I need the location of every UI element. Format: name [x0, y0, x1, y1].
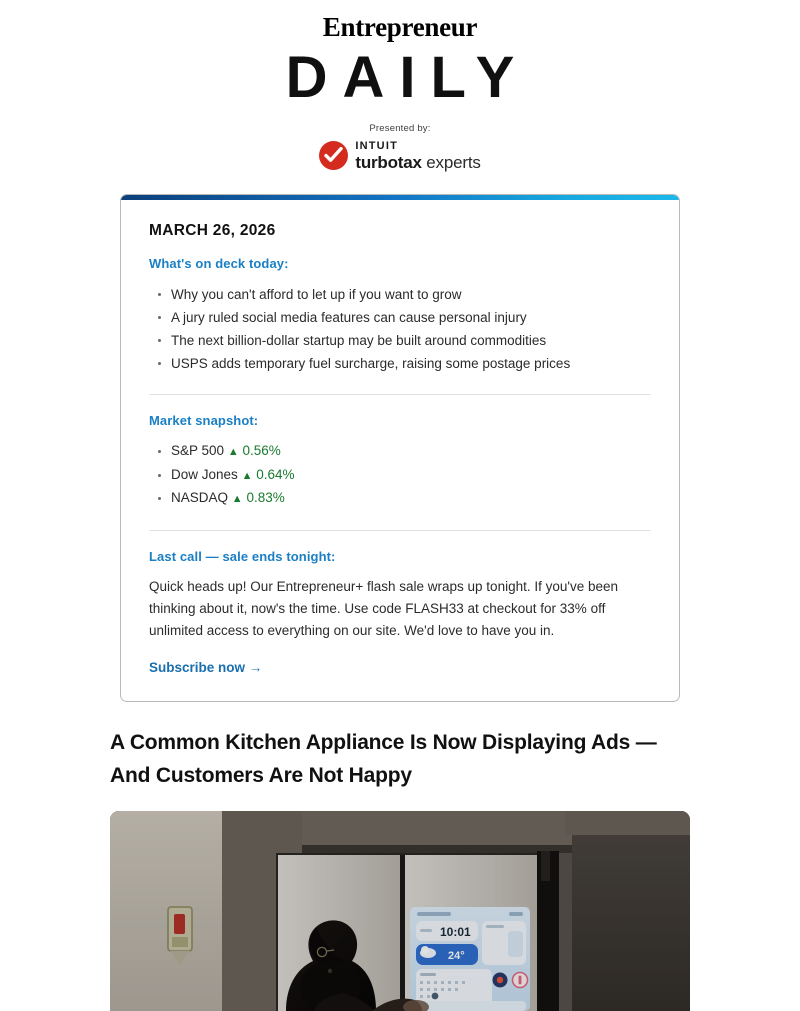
list-item[interactable]: A jury ruled social media features can cause personal injury [149, 306, 651, 329]
sponsor-product-label [355, 154, 480, 171]
promo-heading: Last call — sale ends tonight: [149, 548, 336, 564]
sponsor-wordmark [355, 141, 480, 171]
svg-text:10:01: 10:01 [440, 924, 471, 939]
market-change: 0.83% [246, 490, 285, 506]
presented-by-label: Presented by: [369, 122, 431, 134]
sponsor-experts-label: experts [421, 152, 481, 172]
check-circle-icon [319, 141, 348, 170]
sponsor-block [0, 123, 800, 176]
market-list [149, 440, 651, 511]
arrow-up-icon: ▲ [231, 493, 243, 506]
market-change: 0.56% [242, 443, 281, 459]
smart-fridge-photo [110, 811, 690, 1011]
market-row [149, 487, 651, 511]
promo-body: Quick heads up! Our Entrepreneur+ flash sale wraps up tonight. If you've been thinking about it, now's the time. Use code FLASH33 at checkout for 33% off unlimited access to everything on our site. We'd love to have you in. [149, 578, 618, 638]
article-headline[interactable]: A Common Kitchen Appliance Is Now Displaying Ads — And Customers Are Not Happy [110, 730, 657, 787]
market-heading: Market snapshot: [149, 413, 259, 429]
subscribe-link[interactable]: Subscribe now → [149, 659, 263, 675]
divider [149, 530, 651, 531]
article-image[interactable] [110, 811, 690, 1011]
list-item[interactable]: Why you can't afford to let up if you want to grow [149, 283, 651, 306]
market-index-name: S&P 500 [171, 443, 225, 459]
svg-text:24°: 24° [448, 949, 465, 962]
issue-date: MARCH 26, 2026 [149, 222, 276, 240]
featured-article [110, 726, 690, 1011]
brand-kicker: DAILY [285, 45, 530, 110]
divider [149, 394, 651, 395]
arrow-up-icon: ▲ [241, 469, 253, 482]
sponsor-intuit-label: INTUIT [355, 139, 398, 152]
arrow-up-icon: ▲ [227, 446, 239, 459]
list-item[interactable]: The next billion-dollar startup may be built around commodities [149, 329, 651, 352]
market-row [149, 440, 651, 464]
brand-wordmark: Entrepreneur [322, 12, 478, 42]
market-index-name: NASDAQ [171, 490, 229, 506]
market-index-name: Dow Jones [171, 466, 238, 482]
deck-heading: What's on deck today: [149, 256, 289, 272]
daily-digest-card [120, 194, 680, 702]
sponsor-turbotax-label: turbotax [355, 152, 422, 172]
deck-list [149, 283, 651, 375]
sponsor-logo[interactable] [319, 141, 480, 171]
market-change: 0.64% [256, 466, 295, 482]
list-item[interactable]: USPS adds temporary fuel surcharge, raising some postage prices [149, 352, 651, 375]
masthead [0, 0, 800, 109]
market-row [149, 464, 651, 488]
